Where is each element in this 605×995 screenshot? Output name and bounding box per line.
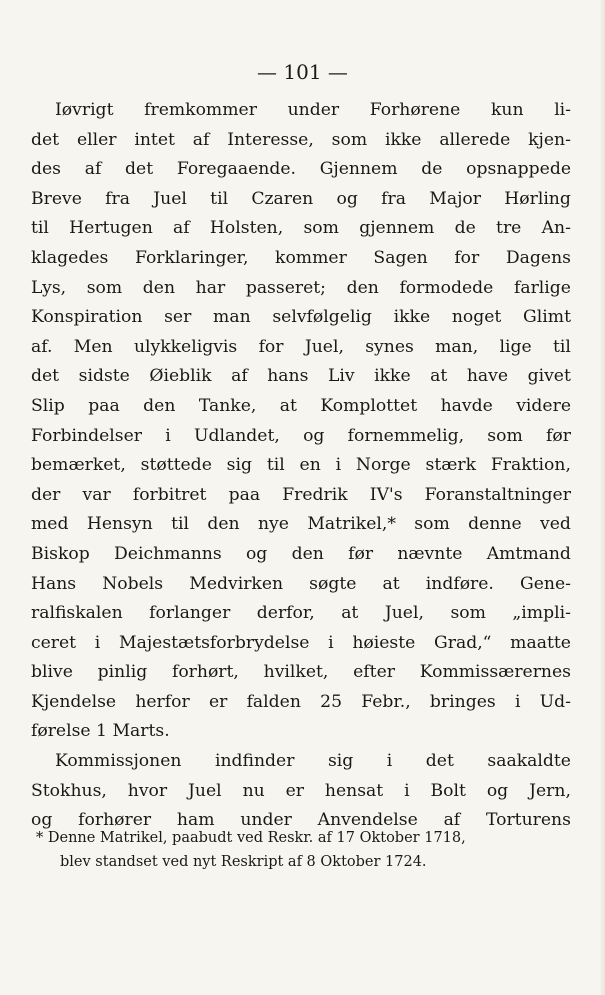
text-line: bemærket, støttede sig til en i Norge stærk Fraktion,	[31, 455, 571, 476]
text-line: og forhører ham under Anvendelse af Torturens	[31, 810, 571, 831]
text-line: Forbindelser i Udlandet, og fornemmelig, som før	[31, 425, 571, 446]
text-line: Iøvrigt fremkommer under Forhørene kun li-	[55, 100, 571, 120]
text-line: ceret i Majestætsforbrydelse i høieste Grad,“ maatte	[31, 632, 571, 653]
text-line: der var forbitret paa Fredrik IV's Foranstaltninger	[31, 484, 571, 505]
text-line: Hans Nobels Medvirken søgte at indføre. Gene-	[31, 573, 571, 594]
paragraph-1	[31, 96, 571, 747]
footnote-line: blev standset ved nyt Reskript af 8 Oktober 1724.	[60, 854, 427, 870]
text-line: klagedes Forklaringer, kommer Sagen for Dagens	[31, 247, 571, 268]
page-number: — 101 —	[257, 60, 348, 84]
text-line: Breve fra Juel til Czaren og fra Major Hørling	[31, 188, 571, 209]
footnote	[36, 826, 566, 874]
text-line: Stokhus, hvor Juel nu er hensat i Bolt og Jern,	[31, 780, 571, 801]
text-line: det eller intet af Interesse, som ikke allerede kjen-	[31, 129, 571, 150]
text-line: Lys, som den har passeret; den formodede farlige	[31, 277, 571, 298]
text-line: des af det Foregaaende. Gjennem de opsnappede	[31, 159, 571, 180]
text-line: med Hensyn til den nye Matrikel,* som denne ved	[31, 514, 571, 535]
text-line: til Hertugen af Holsten, som gjennem de tre An-	[31, 218, 571, 239]
footnote-line: * Denne Matrikel, paabudt ved Reskr. af 17 Oktober 1718,	[36, 830, 466, 846]
text-line: Kommissjonen indfinder sig i det saakaldte	[55, 751, 571, 772]
text-line: Konspiration ser man selvfølgelig ikke noget Glimt	[31, 307, 571, 328]
paragraph-2	[31, 747, 571, 836]
text-line: førelse 1 Marts.	[31, 721, 170, 742]
text-line: blive pinlig forhørt, hvilket, efter Kommissærernes	[31, 662, 571, 683]
text-line: Kjendelse herfor er falden 25 Febr., bringes i Ud-	[31, 691, 571, 712]
body-text	[31, 96, 571, 836]
text-line: af. Men ulykkeligvis for Juel, synes man, lige til	[31, 336, 571, 357]
text-line: ralfiskalen forlanger derfor, at Juel, som „impli-	[31, 603, 571, 624]
page-edge-shadow	[599, 0, 605, 995]
text-line: Slip paa den Tanke, at Komplottet havde videre	[31, 395, 571, 416]
text-line: det sidste Øieblik af hans Liv ikke at have givet	[31, 366, 571, 387]
text-line: Biskop Deichmanns og den før nævnte Amtmand	[31, 543, 571, 564]
